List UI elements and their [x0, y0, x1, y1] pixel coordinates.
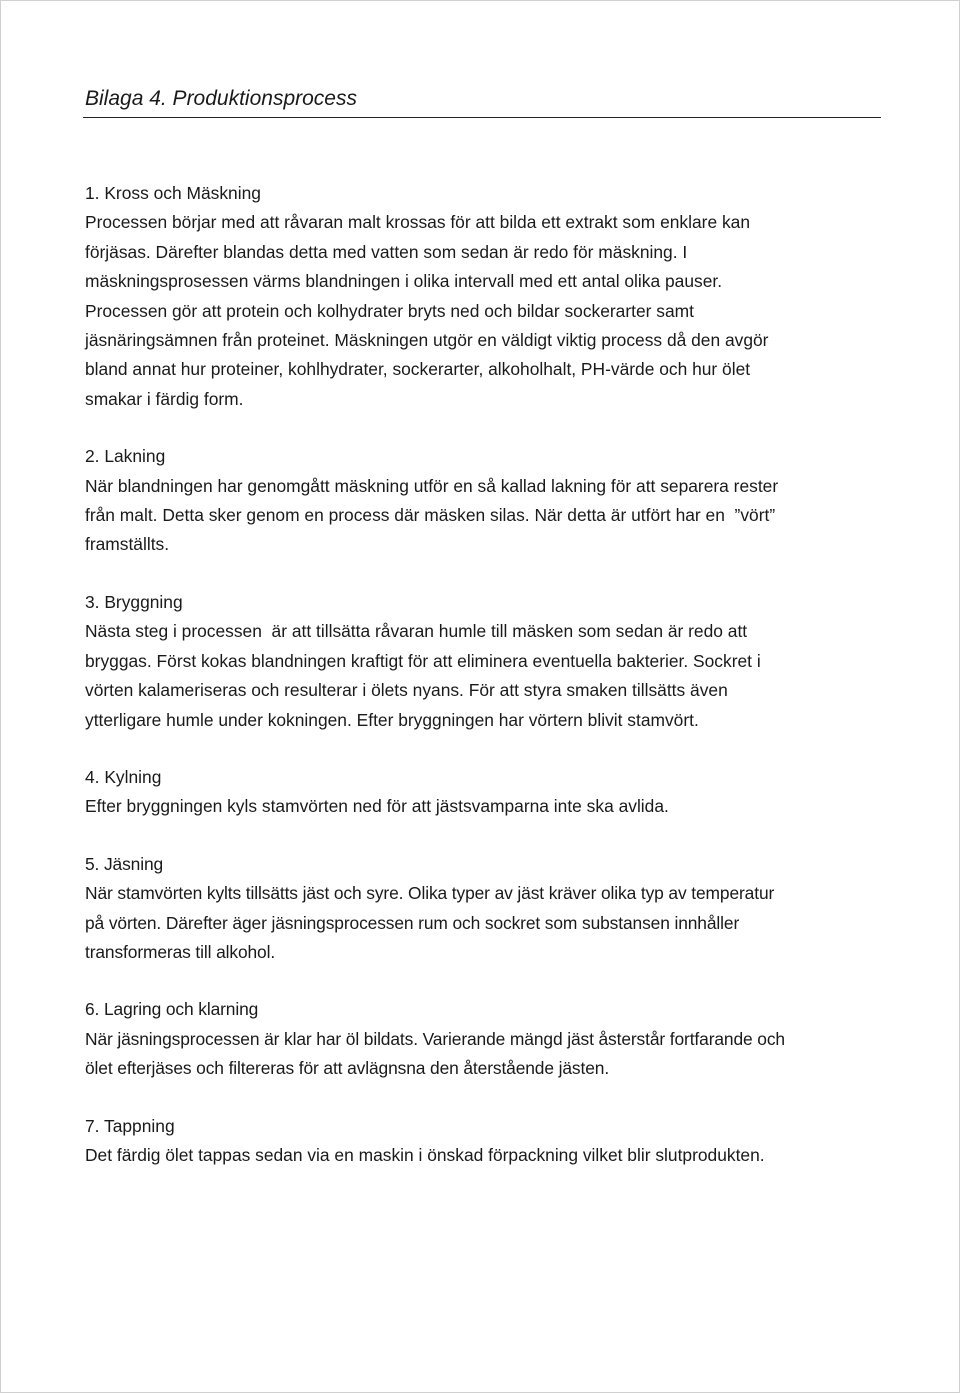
- paragraph-line: på vörten. Därefter äger jäsningsprocessen rum och sockret som substansen innhåller: [85, 912, 740, 933]
- section-kylning: [85, 763, 881, 822]
- paragraph-line: När stamvörten kylts tillsätts jäst och syre. Olika typer av jäst kräver olika typ av temperatur: [85, 883, 775, 904]
- paragraph-line: vörten kalameriseras och resulterar i ölets nyans. För att styra smaken tillsätts även: [85, 680, 728, 701]
- paragraph-line: förjäsas. Därefter blandas detta med vatten som sedan är redo för mäskning. I: [85, 241, 688, 262]
- paragraph-line: bryggas. Först kokas blandningen kraftigt för att eliminera eventuella bakterier. Sockret i: [85, 650, 761, 671]
- section-bryggning: [85, 588, 881, 735]
- section-jasning: [85, 850, 881, 968]
- paragraph-line: från malt. Detta sker genom en process där mäsken silas. När detta är utfört har en ”vört”: [85, 505, 776, 526]
- paragraph-line: framställts.: [85, 534, 170, 555]
- paragraph-line: Efter bryggningen kyls stamvörten ned för att jästsvamparna inte ska avlida.: [85, 796, 669, 817]
- paragraph-line: ölet efterjäses och filtereras för att avlägnsna den återstående jästen.: [85, 1058, 610, 1079]
- paragraph-line: bland annat hur proteiner, kohlhydrater, sockerarter, alkoholhalt, PH-värde och hur ölet: [85, 359, 751, 380]
- section-heading: 7. Tappning: [85, 1115, 175, 1136]
- paragraph-line: transformeras till alkohol.: [85, 941, 276, 962]
- section-heading: 6. Lagring och klarning: [85, 999, 259, 1020]
- section-kross-och-maskning: [85, 179, 881, 414]
- title-underline: [83, 117, 881, 118]
- section-tappning: [85, 1112, 881, 1171]
- section-heading: 4. Kylning: [85, 766, 162, 787]
- section-heading: 1. Kross och Mäskning: [85, 183, 261, 203]
- paragraph-line: När jäsningsprocessen är klar har öl bildats. Varierande mängd jäst åsterstår fortfarande och: [85, 1028, 785, 1049]
- paragraph-line: Det färdig ölet tappas sedan via en maskin i önskad förpackning vilket blir slutprodukten.: [85, 1144, 765, 1165]
- section-heading: 5. Jäsning: [85, 853, 164, 874]
- paragraph-line: Processen börjar med att råvaran malt krossas för att bilda ett extrakt som enklare kan: [85, 212, 750, 233]
- section-heading: 3. Bryggning: [85, 591, 183, 612]
- page-title: Bilaga 4. Produktionsprocess: [85, 87, 357, 110]
- paragraph-line: ytterligare humle under kokningen. Efter bryggningen har vörtern blivit stamvört.: [85, 709, 699, 730]
- paragraph-line: mäskningsprosessen värms blandningen i olika intervall med ett antal olika pauser.: [85, 271, 723, 292]
- paragraph-line: Processen gör att protein och kolhydrater bryts ned och bildar sockerarter samt: [85, 300, 694, 321]
- section-heading: 2. Lakning: [85, 446, 166, 467]
- paragraph-line: jäsnäringsämnen från proteinet. Mäskningen utgör en väldigt viktig process då den avgör: [85, 330, 769, 351]
- paragraph-line: smakar i färdig form.: [85, 388, 244, 409]
- paragraph-line: Nästa steg i processen är att tillsätta råvaran humle till mäsken som sedan är redo att: [85, 621, 748, 642]
- section-lakning: [85, 442, 881, 560]
- paragraph-line: När blandningen har genomgått mäskning utför en så kallad lakning för att separera rester: [85, 475, 779, 496]
- section-lagring-och-klarning: [85, 995, 881, 1083]
- document-body: [85, 179, 881, 1198]
